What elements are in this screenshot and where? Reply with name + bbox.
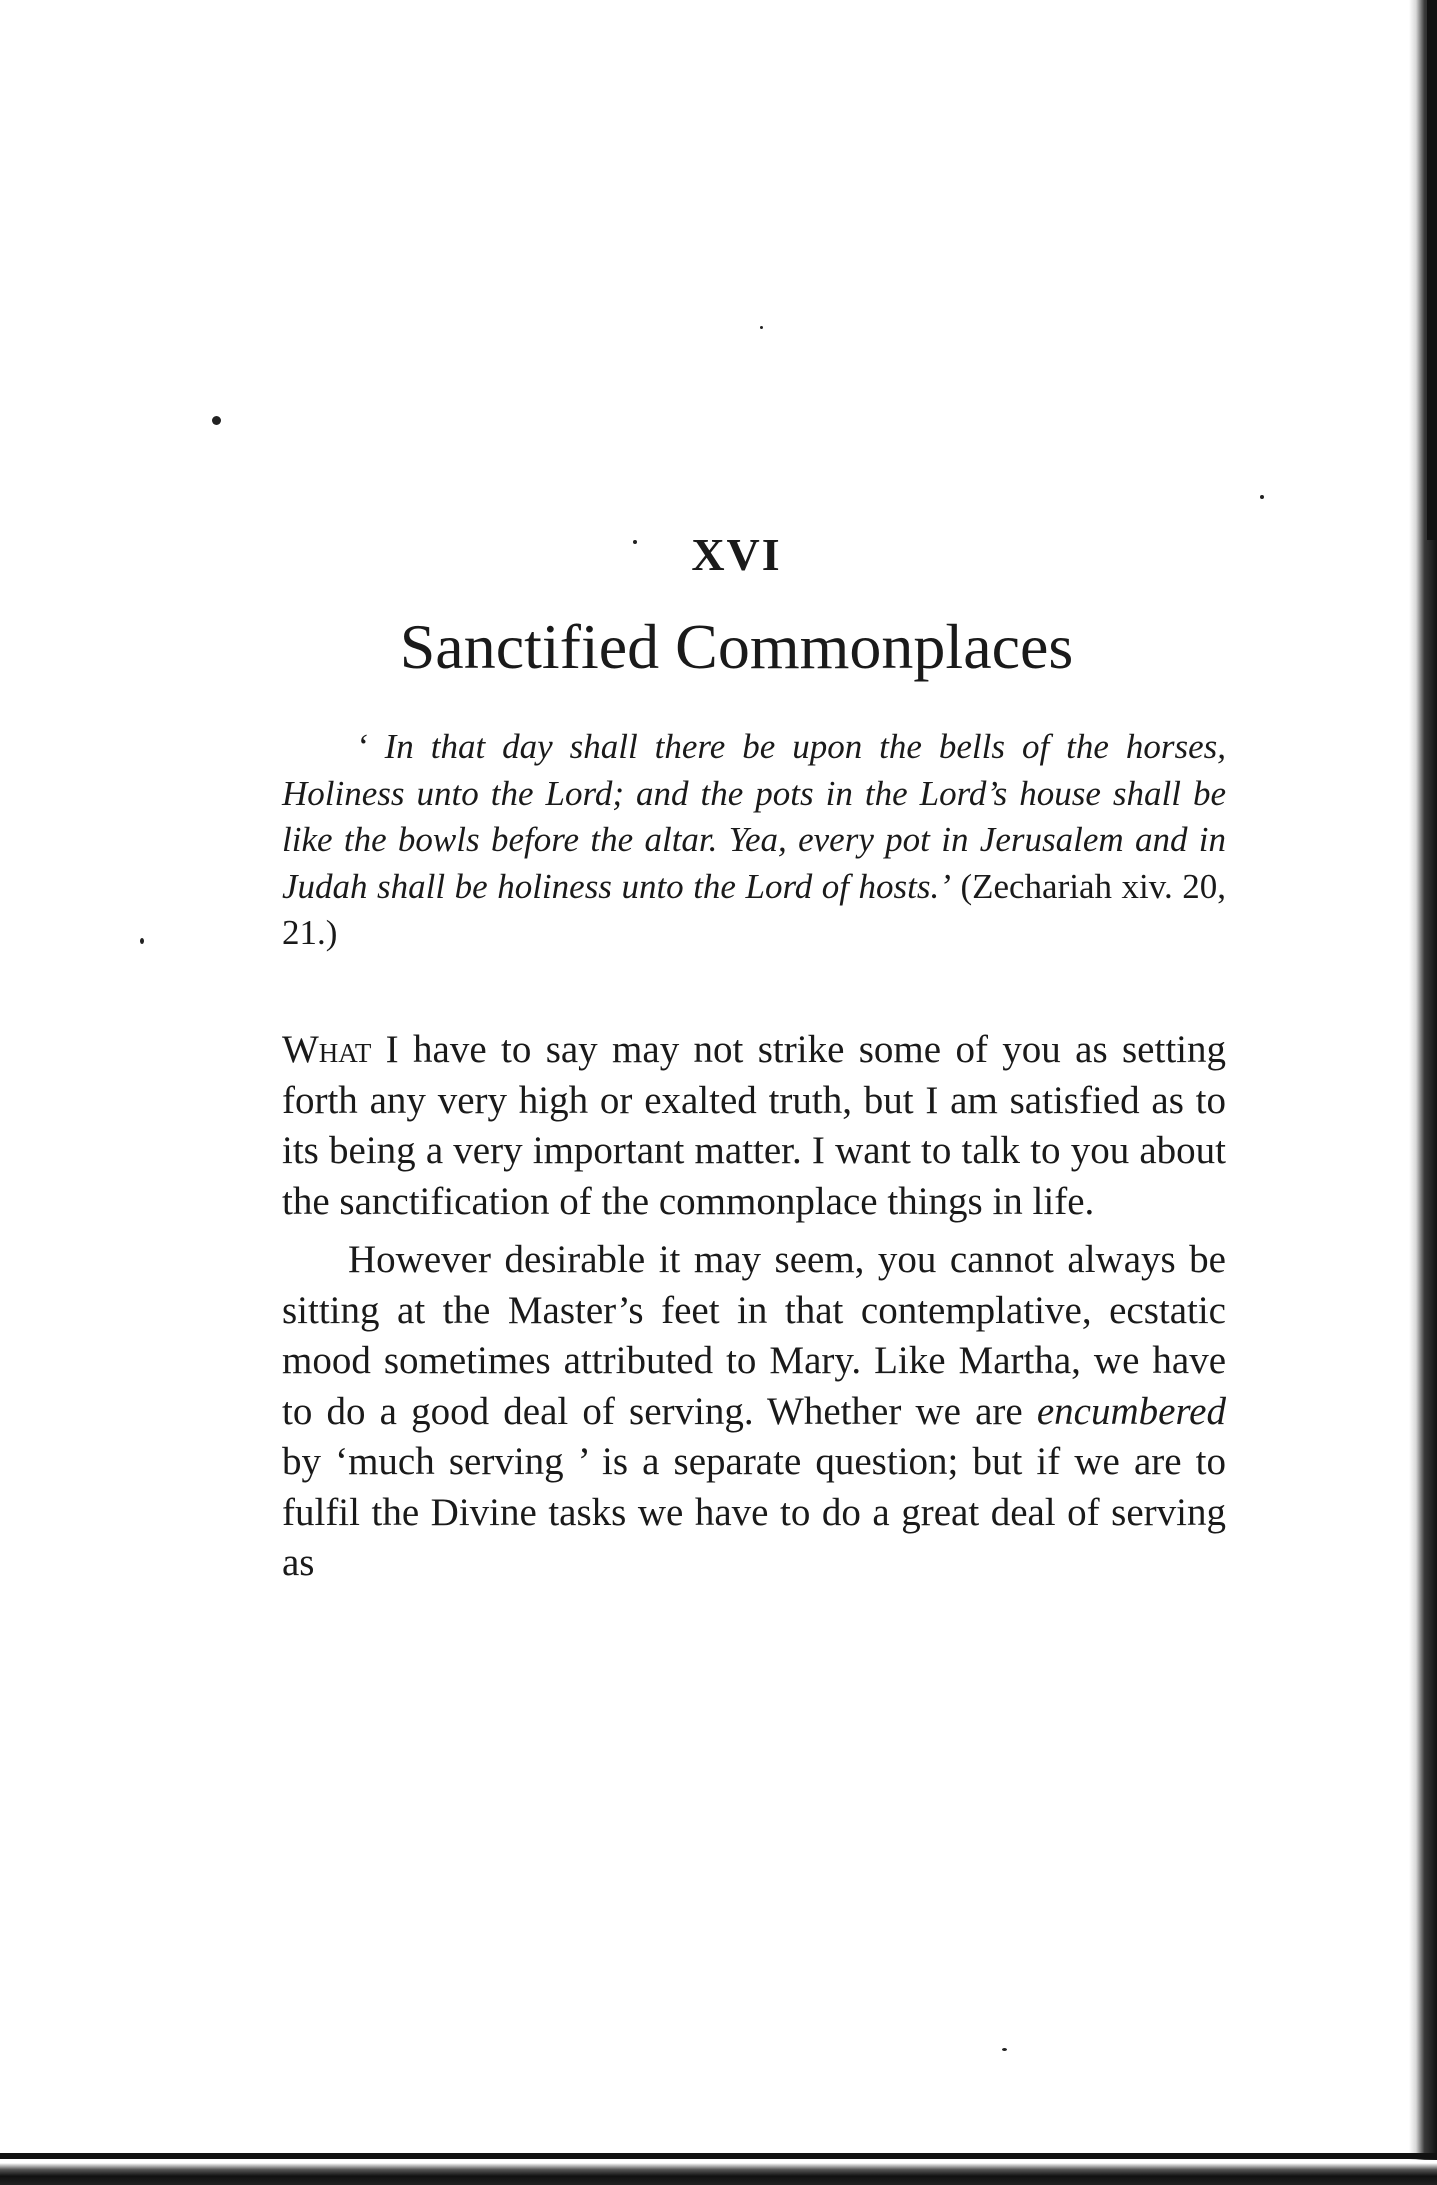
paragraph-2-emphasis: encumbered [1036, 1389, 1226, 1433]
scan-speck [760, 326, 763, 329]
scan-speck [1260, 495, 1264, 499]
body-text [282, 1025, 1226, 1589]
page-edge-dark-right [1427, 0, 1437, 540]
paragraph-2 [282, 1235, 1226, 1589]
paragraph-2-part-2: by ‘much serving ’ is a separate question; but if we are to fulfil the Divine tasks we have to do a great deal of serving as [282, 1440, 1226, 1584]
chapter-number: XVI [691, 529, 782, 580]
paragraph-1 [282, 1025, 1226, 1227]
scan-speck [140, 938, 144, 944]
epigraph [282, 724, 1226, 957]
paragraph-1-lead: What [282, 1028, 372, 1071]
epigraph-quote: ‘ In that day shall there be upon the bells of the horses, Holiness unto the Lord; and the pots in the Lord’s house shall be like the bowls before the altar. Yea, every pot in Jerusalem and in Judah shall be holiness unto the Lord of hosts.’ [282, 727, 1226, 906]
chapter-title: Sanctified Commonplaces [399, 611, 1074, 682]
scan-speck [212, 416, 221, 425]
epigraph-citation: (Zechariah xiv. 20, 21.) [282, 866, 1227, 952]
paragraph-1-text: I have to say may not strike some of you as setting forth any very high or exalted truth, but I am satisfied as to its being a very important matter. I want to talk to you about the sanctification of the commonplace things in life. [282, 1028, 1226, 1223]
page-edge-shadow-bottom [0, 2163, 1437, 2185]
scan-speck [1002, 2048, 1007, 2051]
page-edge-line-bottom [0, 2153, 1437, 2159]
paragraph-2-part-1: However desirable it may seem, you cannot always be sitting at the Master’s feet in that contemplative, ecstatic mood sometimes attributed to Mary. Like Martha, we have to do a good deal of serving. Whether we are [282, 1238, 1226, 1433]
